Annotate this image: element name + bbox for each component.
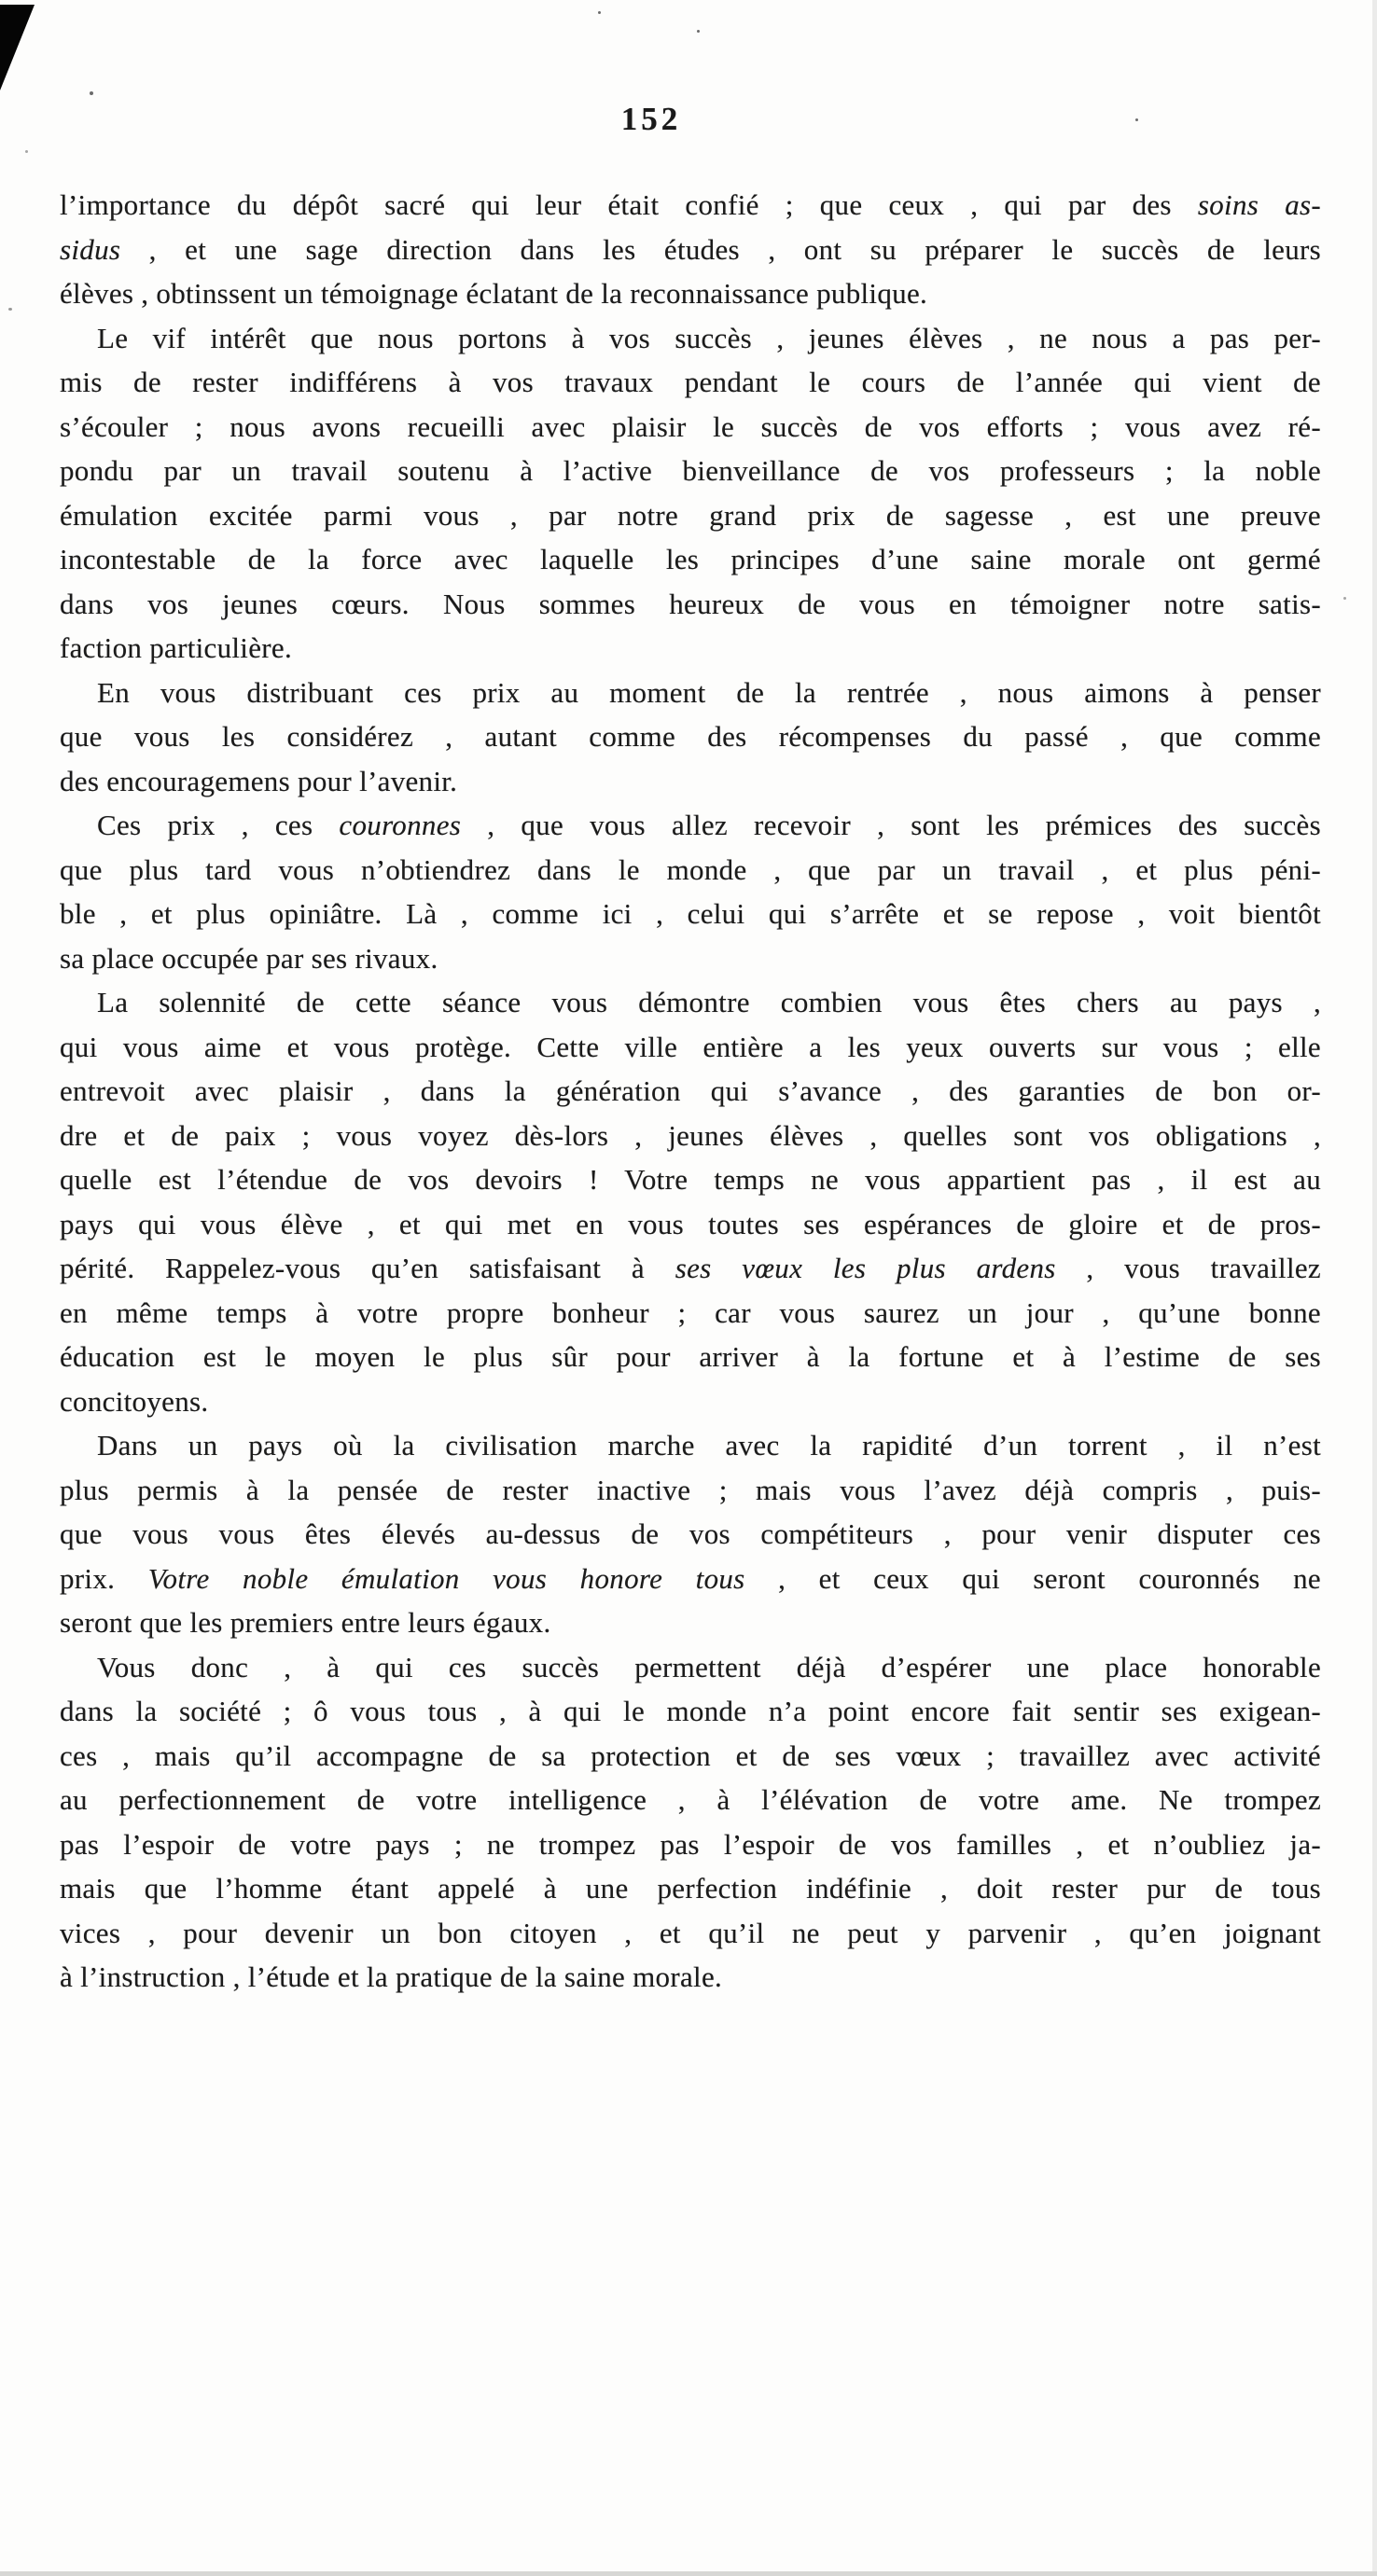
text-line: Ces prix , ces couronnes , que vous allez recevoir , sont les prémices des succès [97, 809, 1321, 841]
page-number: 152 [620, 101, 682, 137]
ink-speck [1135, 118, 1138, 121]
text-line: s’écouler ; nous avons recueilli avec plaisir le succès de vos efforts ; vous avez ré- [60, 409, 1321, 443]
text-line: La solennité de cette séance vous démontre combien vous êtes chers au pays , [97, 986, 1321, 1018]
text-line: seront que les premiers entre leurs égaux. [60, 1606, 551, 1639]
text-line: ces , mais qu’il accompagne de sa protection et de ses vœux ; travaillez avec activité [60, 1738, 1321, 1772]
ink-speck [25, 150, 28, 153]
text-line: dre et de paix ; vous voyez dès-lors , jeunes élèves , quelles sont vos obligations , [60, 1118, 1321, 1152]
text-line: éducation est le moyen le plus sûr pour arriver à la fortune et à l’estime de ses [60, 1340, 1321, 1373]
text-line: concitoyens. [60, 1384, 209, 1418]
text-line: ble , et plus opiniâtre. Là , comme ici , celui qui s’arrête et se repose , voit bientôt [60, 897, 1321, 930]
ink-speck [1343, 597, 1346, 600]
text-line: sidus , et une sage direction dans les études , ont su préparer le succès de leurs [60, 232, 1321, 266]
text-line: vices , pour devenir un bon citoyen , et qu’il ne peut y parvenir , qu’en joignant [60, 1916, 1321, 1949]
ink-speck [90, 91, 93, 95]
scan-edge-bottom [0, 2571, 1377, 2576]
text-line: Dans un pays où la civilisation marche avec la rapidité d’un torrent , il n’est [97, 1429, 1321, 1461]
text-line: mais que l’homme étant appelé à une perfection indéfinie , doit rester pur de tous [60, 1872, 1321, 1904]
text-line: pas l’espoir de votre pays ; ne trompez pas l’espoir de vos familles , et n’oubliez ja- [60, 1827, 1321, 1861]
text-line: que plus tard vous n’obtiendrez dans le monde , que par un travail , et plus péni- [60, 852, 1321, 886]
text-line: pondu par un travail soutenu à l’active bienveillance de vos professeurs ; la noble [60, 454, 1321, 487]
text-line: plus permis à la pensée de rester inactive ; mais vous l’avez déjà compris , puis- [60, 1473, 1321, 1506]
text-line: en même temps à votre propre bonheur ; car vous saurez un jour , qu’une bonne [60, 1295, 1321, 1329]
text-line: dans vos jeunes cœurs. Nous sommes heureux de vous en témoigner notre satis- [60, 587, 1321, 620]
text-line: qui vous aime et vous protège. Cette ville entière a les yeux ouverts sur vous ; elle [60, 1030, 1321, 1063]
text-line: Le vif intérêt que nous portons à vos succès , jeunes élèves , ne nous a pas per- [97, 321, 1321, 354]
text-line: des encouragemens pour l’avenir. [60, 764, 458, 797]
scan-edge-right [1372, 0, 1377, 2576]
ink-speck [8, 308, 12, 311]
text-line: faction particulière. [60, 631, 293, 664]
text-line: mis de rester indifférens à vos travaux pendant le cours de l’année qui vient de [60, 366, 1321, 398]
text-line: Vous donc , à qui ces succès permettent déjà d’espérer une place honorable [97, 1650, 1321, 1683]
text-line: incontestable de la force avec laquelle les principes d’une saine morale ont germé [60, 543, 1321, 575]
text-line: que vous vous êtes élevés au-dessus de vos compétiteurs , pour venir disputer ces [60, 1517, 1321, 1550]
text-line: En vous distribuant ces prix au moment de la rentrée , nous aimons à penser [97, 675, 1321, 709]
text-line: que vous les considérez , autant comme des récompenses du passé , que comme [60, 720, 1321, 753]
text-line: quelle est l’étendue de vos devoirs ! Votre temps ne vous appartient pas , il est au [60, 1163, 1321, 1196]
text-line: au perfectionnement de votre intelligence , à l’élévation de votre ame. Ne trompez [60, 1783, 1321, 1816]
text-line: prix. Votre noble émulation vous honore tous , et ceux qui seront couronnés ne [60, 1561, 1321, 1595]
text-line: pays qui vous élève , et qui met en vous toutes ses espérances de gloire et de pros- [60, 1207, 1321, 1240]
text-line: à l’instruction , l’étude et la pratique de la saine morale. [60, 1960, 723, 1993]
ink-speck [598, 11, 601, 14]
text-line: émulation excitée parmi vous , par notre grand prix de sagesse , est une preuve [60, 498, 1321, 532]
ink-speck [697, 30, 700, 33]
text-line: périté. Rappelez-vous qu’en satisfaisant à ses vœux les plus ardens , vous travaillez [60, 1252, 1321, 1284]
text-line: élèves , obtinssent un témoignage éclatant de la reconnaissance publique. [60, 277, 928, 310]
text-line: l’importance du dépôt sacré qui leur était confié ; que ceux , qui par des soins as- [60, 188, 1321, 221]
text-line: entrevoit avec plaisir , dans la génération qui s’avance , des garanties de bon or- [60, 1074, 1321, 1107]
text-line: dans la société ; ô vous tous , à qui le monde n’a point encore fait sentir ses exigean- [60, 1695, 1321, 1727]
scan-corner-artifact [0, 5, 35, 90]
text-line: sa place occupée par ses rivaux. [60, 941, 438, 975]
page-text [60, 183, 1321, 2000]
